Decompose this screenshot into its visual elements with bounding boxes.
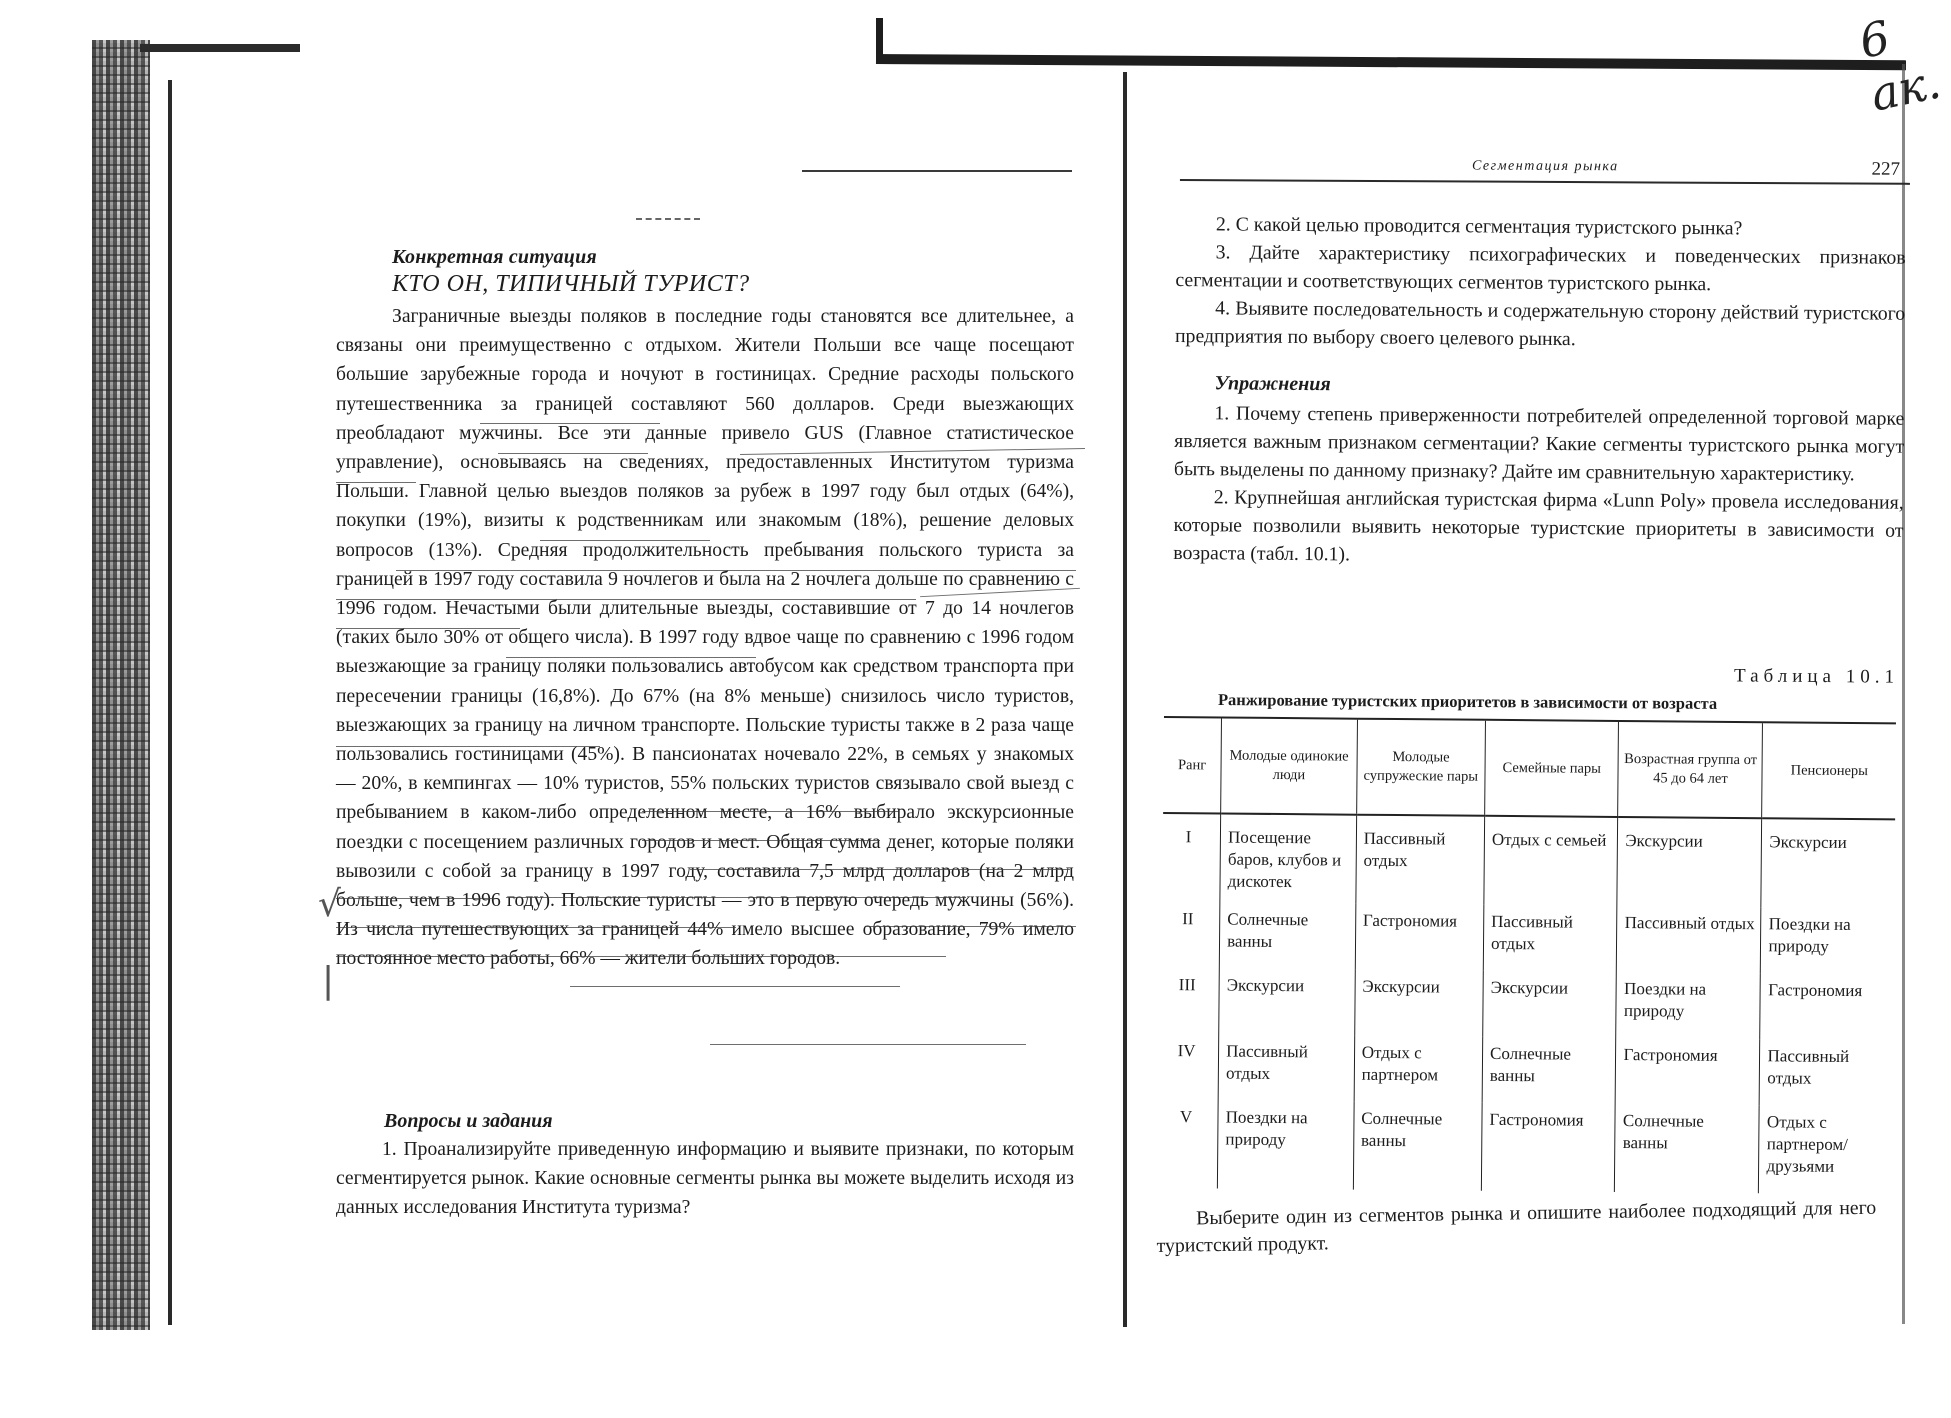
question-2: 2. С какой целью проводится сегментация туристского рынка? (1215, 213, 1743, 240)
rank-cell: I (1185, 827, 1192, 847)
table-cell: Поездки на природу (1761, 907, 1895, 974)
table-cell: Гастрономия (1481, 1103, 1615, 1192)
table-cell: Солнечные ванны (1219, 902, 1355, 969)
table-header-row (1163, 717, 1896, 819)
table-row (1161, 1034, 1894, 1106)
table-cell: Гастрономия (1616, 1038, 1761, 1105)
table-row (1162, 813, 1895, 908)
question-3: 3. Дайте характеристику психографических и поведенческих признаков сегментации и соответствующих сегментов туристского рынка. (1175, 241, 1906, 296)
table-cell: Экскурсии (1617, 817, 1762, 907)
table-cell: Поездки на природу (1616, 972, 1761, 1039)
rank-cell: II (1182, 909, 1194, 929)
running-head (1180, 155, 1910, 185)
table-cell: Солнечные ванны (1353, 1102, 1482, 1191)
closing-task: Выберите один из сегментов рынка и опишите наиболее подходящий для него туристский продукт. (1156, 1196, 1877, 1257)
rank-cell: III (1178, 975, 1196, 995)
rank-cell: IV (1177, 1041, 1196, 1061)
header-young-couples: Молодые супружеские пары (1356, 719, 1485, 816)
left-page-case-study (336, 246, 1074, 974)
table-number: Таблица 10.1 (1733, 665, 1900, 688)
exercise-1: 1. Почему степень приверженности потребителей определенной торговой марке является важным признаком сегментации? Какие сегменты туристского рынка могут быть выделены по данному признаку? Дайте им сравнительную характеристику. (1173, 402, 1905, 486)
table-cell: Гастрономия (1355, 904, 1484, 971)
handwritten-note: 6 ак. (1854, 10, 1946, 122)
table-cell: Гастрономия (1760, 973, 1894, 1040)
table-cell: Поездки на природу (1217, 1100, 1353, 1189)
table-cell: Экскурсии (1483, 971, 1617, 1038)
scan-edge-top-right (876, 54, 1906, 70)
header-young-singles: Молодые одинокие люди (1221, 718, 1357, 815)
left-page-questions (336, 1110, 1074, 1222)
table-caption: Ранжирование туристских приоритетов в зависимости от возраста (1217, 690, 1718, 713)
question-4: 4. Выявите последовательность и содержательную сторону действий туристского предприятия по выбору своего целевого рынка. (1174, 297, 1906, 351)
exercise-2: 2. Крупнейшая английская туристская фирма «Lunn Poly» провела исследования, которые позволили выявить некоторые туристские приоритеты в зависимости от возраста (табл. 10.1). (1173, 486, 1904, 566)
left-page-dash-mark (636, 218, 700, 220)
table-cell: Отдых с партнером (1354, 1036, 1483, 1103)
table-cell: Солнечные ванны (1615, 1104, 1760, 1193)
case-title: КТО ОН, ТИПИЧНЫЙ ТУРИСТ? (392, 271, 750, 297)
scanned-book-spread: 6 ак. Конкретная ситуация КТО ОН, ТИПИЧНЫЙ ТУРИСТ? Заграничные выезды поляков в последние годы становятся все длительнее, а связаны они преимущественно с отдыхом. Жители Польши все чаще посещают большие зарубежные города и ночуют в гостиницах. Средние расходы польского путешественника за границей составляют 560 долларов. Среди выезжающих преобладают мужчины. Все эти данные привело GUS (Главное статистическое управление), основываясь на сведениях, предоставленных Институтом туризма Польши. Главной целью выездов поляков за рубеж в 1997 году был отдых (64%), покупки (19%), визиты к родственникам или знакомым (18%), решение деловых вопросов (13%). Средняя продолжительность пребывания польского туриста за границей в 1997 году составила 9 ночлегов и была на 2 ночлега дольше по сравнению с 1996 годом. Нечастыми были длительные выезды, составившие от 7 до 14 ночлегов (таких было 30% от общего числа). В 1997 году вдвое чаще по сравнению с 1996 годом выезжающие за границу поляки пользовались автобусом как средством транспорта при пересечении границы (16,8%). До 67% (на 8% меньше) снизилось число туристов, выезжающих за границу на личном транспорте. Польские туристы также в 2 раза чаще пользовались гостиницами (45%). В пансионатах ночевало 22%, в семьях у знакомых — 20%, в кемпингах — 10% туристов, 55% польских туристов связывало свой выезд с пребыванием в каком-либо определенном месте, а 16% выбирало экскурсионные поездки с посещением различных городов и мест. Общая сумма денег, которые поляки вывозили с собой за границу в 1997 году, составила 7,5 млрд долларов (на 2 млрд больше, чем в 1996 году). Польские туристы — это в первую очередь мужчины (56%). Из числа путешествующих за границей 44% имело высшее образование, 79% имело постоянное место работы, 66% — жители больших городов. Вопросы и задания 1. Проанализируйте приведенную информацию и выявите признаки, по которым сегментируется рынок. Какие основные сегменты рынка вы можете выделить исходя из данных исследования Института туризма? √ | Сегментация рынка 227 2. С какой целью проводится сегментация туристского рынка? 3. Дайте характеристику психографических и поведенческих признаков сегментации и соответствующих сегментов туристского рынка. 4. Выявите последовательность и содержательную сторону действий туристского предприятия по выбору своего целевого рынка. Упражнения 1. Почему степень приверженности потребителей определенной торговой марке является важным признаком сегментации? Какие сегменты туристского рынка могут быть выделены по данному признаку? Дайте им сравнительную характеристику. 2. Крупнейшая английская туристская фирма «Lunn Poly» провела исследования, которые позволили выявить некоторые туристские приоритеты в зависимости от возраста (табл. 10.1). Таблица 10.1 Ранжирование туристских приоритетов в зависимости от возраста Ранг Молодые одинокие люди Молодые супружеские пары Семейные пары Возрастная группа от 45 до 64 лет Пенсионеры I Посещение баров, клубов и дискотек Пассивный отдых Отдых с семьей Экскурсии Экскурсии II Солнечные ванны Гастрономия Пассивный отдых Пассивный отдых Поездки на природу III Экскурсии Экскурсии Экскурсии Поездки на природу Гастрономия IV Пассивный отдых Отдых с партнером Солнечные ванны Гастрономия Пассивный отдых V Поездки на природу Солнечные ванны Гастрономия Солнечные ванны Отдых с партнером/ друзьями Выберите один из сегментов рынка и опишите наиболее подходящий для него туристский продукт. (0, 0, 1951, 1418)
table-cell: Пассивный отдых (1760, 1039, 1894, 1106)
rank-cell: V (1179, 1107, 1193, 1127)
table-cell: Экскурсии (1219, 968, 1355, 1035)
header-pensioners: Пенсионеры (1762, 722, 1896, 819)
scan-edge-top-left (140, 44, 300, 52)
table-cell: Экскурсии (1354, 970, 1483, 1037)
table-cell: Пассивный отдых (1483, 905, 1617, 972)
table-cell: Экскурсии (1761, 818, 1895, 908)
table-row (1161, 968, 1894, 1040)
questions-label: Вопросы и задания (384, 1110, 553, 1132)
scan-edge-shadow-left (92, 40, 150, 1330)
running-head-title: Сегментация рынка (1471, 158, 1619, 175)
table-cell: Посещение баров, клубов и дискотек (1220, 813, 1356, 903)
table-row (1162, 902, 1895, 974)
header-family-couples: Семейные пары (1485, 720, 1619, 817)
table-row (1160, 1100, 1893, 1194)
table-cell: Пассивный отдых (1617, 906, 1762, 973)
page-number: 227 (1871, 158, 1901, 180)
table-cell: Солнечные ванны (1482, 1037, 1616, 1104)
exercises-label: Упражнения (1214, 372, 1331, 396)
question-1: 1. Проанализируйте приведенную информацию и выявите признаки, по которым сегментируется рынок. Какие основные сегменты рынка вы можете выделить исходя из данных исследования Института туризма? (336, 1139, 1074, 1218)
header-rank: Ранг (1163, 717, 1221, 813)
table-cell: Отдых с семьей (1484, 816, 1618, 906)
header-age-45-64: Возрастная группа от 45 до 64 лет (1618, 721, 1763, 818)
table-cell: Пассивный отдых (1356, 815, 1485, 905)
scan-edge-line-left (168, 80, 172, 1325)
table-cell: Пассивный отдых (1218, 1034, 1354, 1101)
right-page-text (1173, 210, 1906, 573)
case-text: Заграничные выезды поляков в последние годы становятся все длительнее, а связаны они преимущественно с отдыхом. Жители Польши все чаще посещают большие зарубежные города и ночуют в гостиницах. Средние расходы польского путешественника за границей составляют 560 долларов. Среди выезжающих преобладают мужчины. Все эти данные привело GUS (Главное статистическое управление), основываясь на сведениях, предоставленных Институтом туризма Польши. Главной целью выездов поляков за рубеж в 1997 году был отдых (64%), покупки (19%), визиты к родственникам или знакомым (18%), решение деловых вопросов (13%). Средняя продолжительность пребывания польского туриста за границей в 1997 году составила 9 ночлегов и была на 2 ночлега дольше по сравнению с 1996 годом. Нечастыми были длительные выезды, составившие от 7 до 14 ночлегов (таких было 30% от общего числа). В 1997 году вдвое чаще по сравнению с 1996 годом выезжающие за границу поляки пользовались автобусом как средством транспорта при пересечении границы (16,8%). До 67% (на 8% меньше) снизилось число туристов, выезжающих за границу на личном транспорте. Польские туристы также в 2 раза чаще пользовались гостиницами (45%). В пансионатах ночевало 22%, в семьях у знакомых — 20%, в кемпингах — 10% туристов, 55% польских туристов связывало свой выезд с пребыванием в каком-либо определенном месте, а 16% выбирало экскурсионные поездки с посещением различных городов и мест. Общая сумма денег, которые поляки вывозили с собой за границу в 1997 году, составила 7,5 млрд долларов (на 2 млрд больше, чем в 1996 году). Польские туристы — это в первую очередь мужчины (56%). Из числа путешествующих за границей 44% имело высшее образование, 79% имело постоянное место работы, 66% — жители больших городов. (336, 306, 1074, 970)
priorities-table (1160, 716, 1896, 1194)
book-spine-line (1123, 72, 1127, 1327)
table-cell: Отдых с партнером/ друзьями (1759, 1105, 1893, 1194)
case-section-label: Конкретная ситуация (392, 246, 597, 268)
left-page-top-rule (802, 170, 1072, 172)
